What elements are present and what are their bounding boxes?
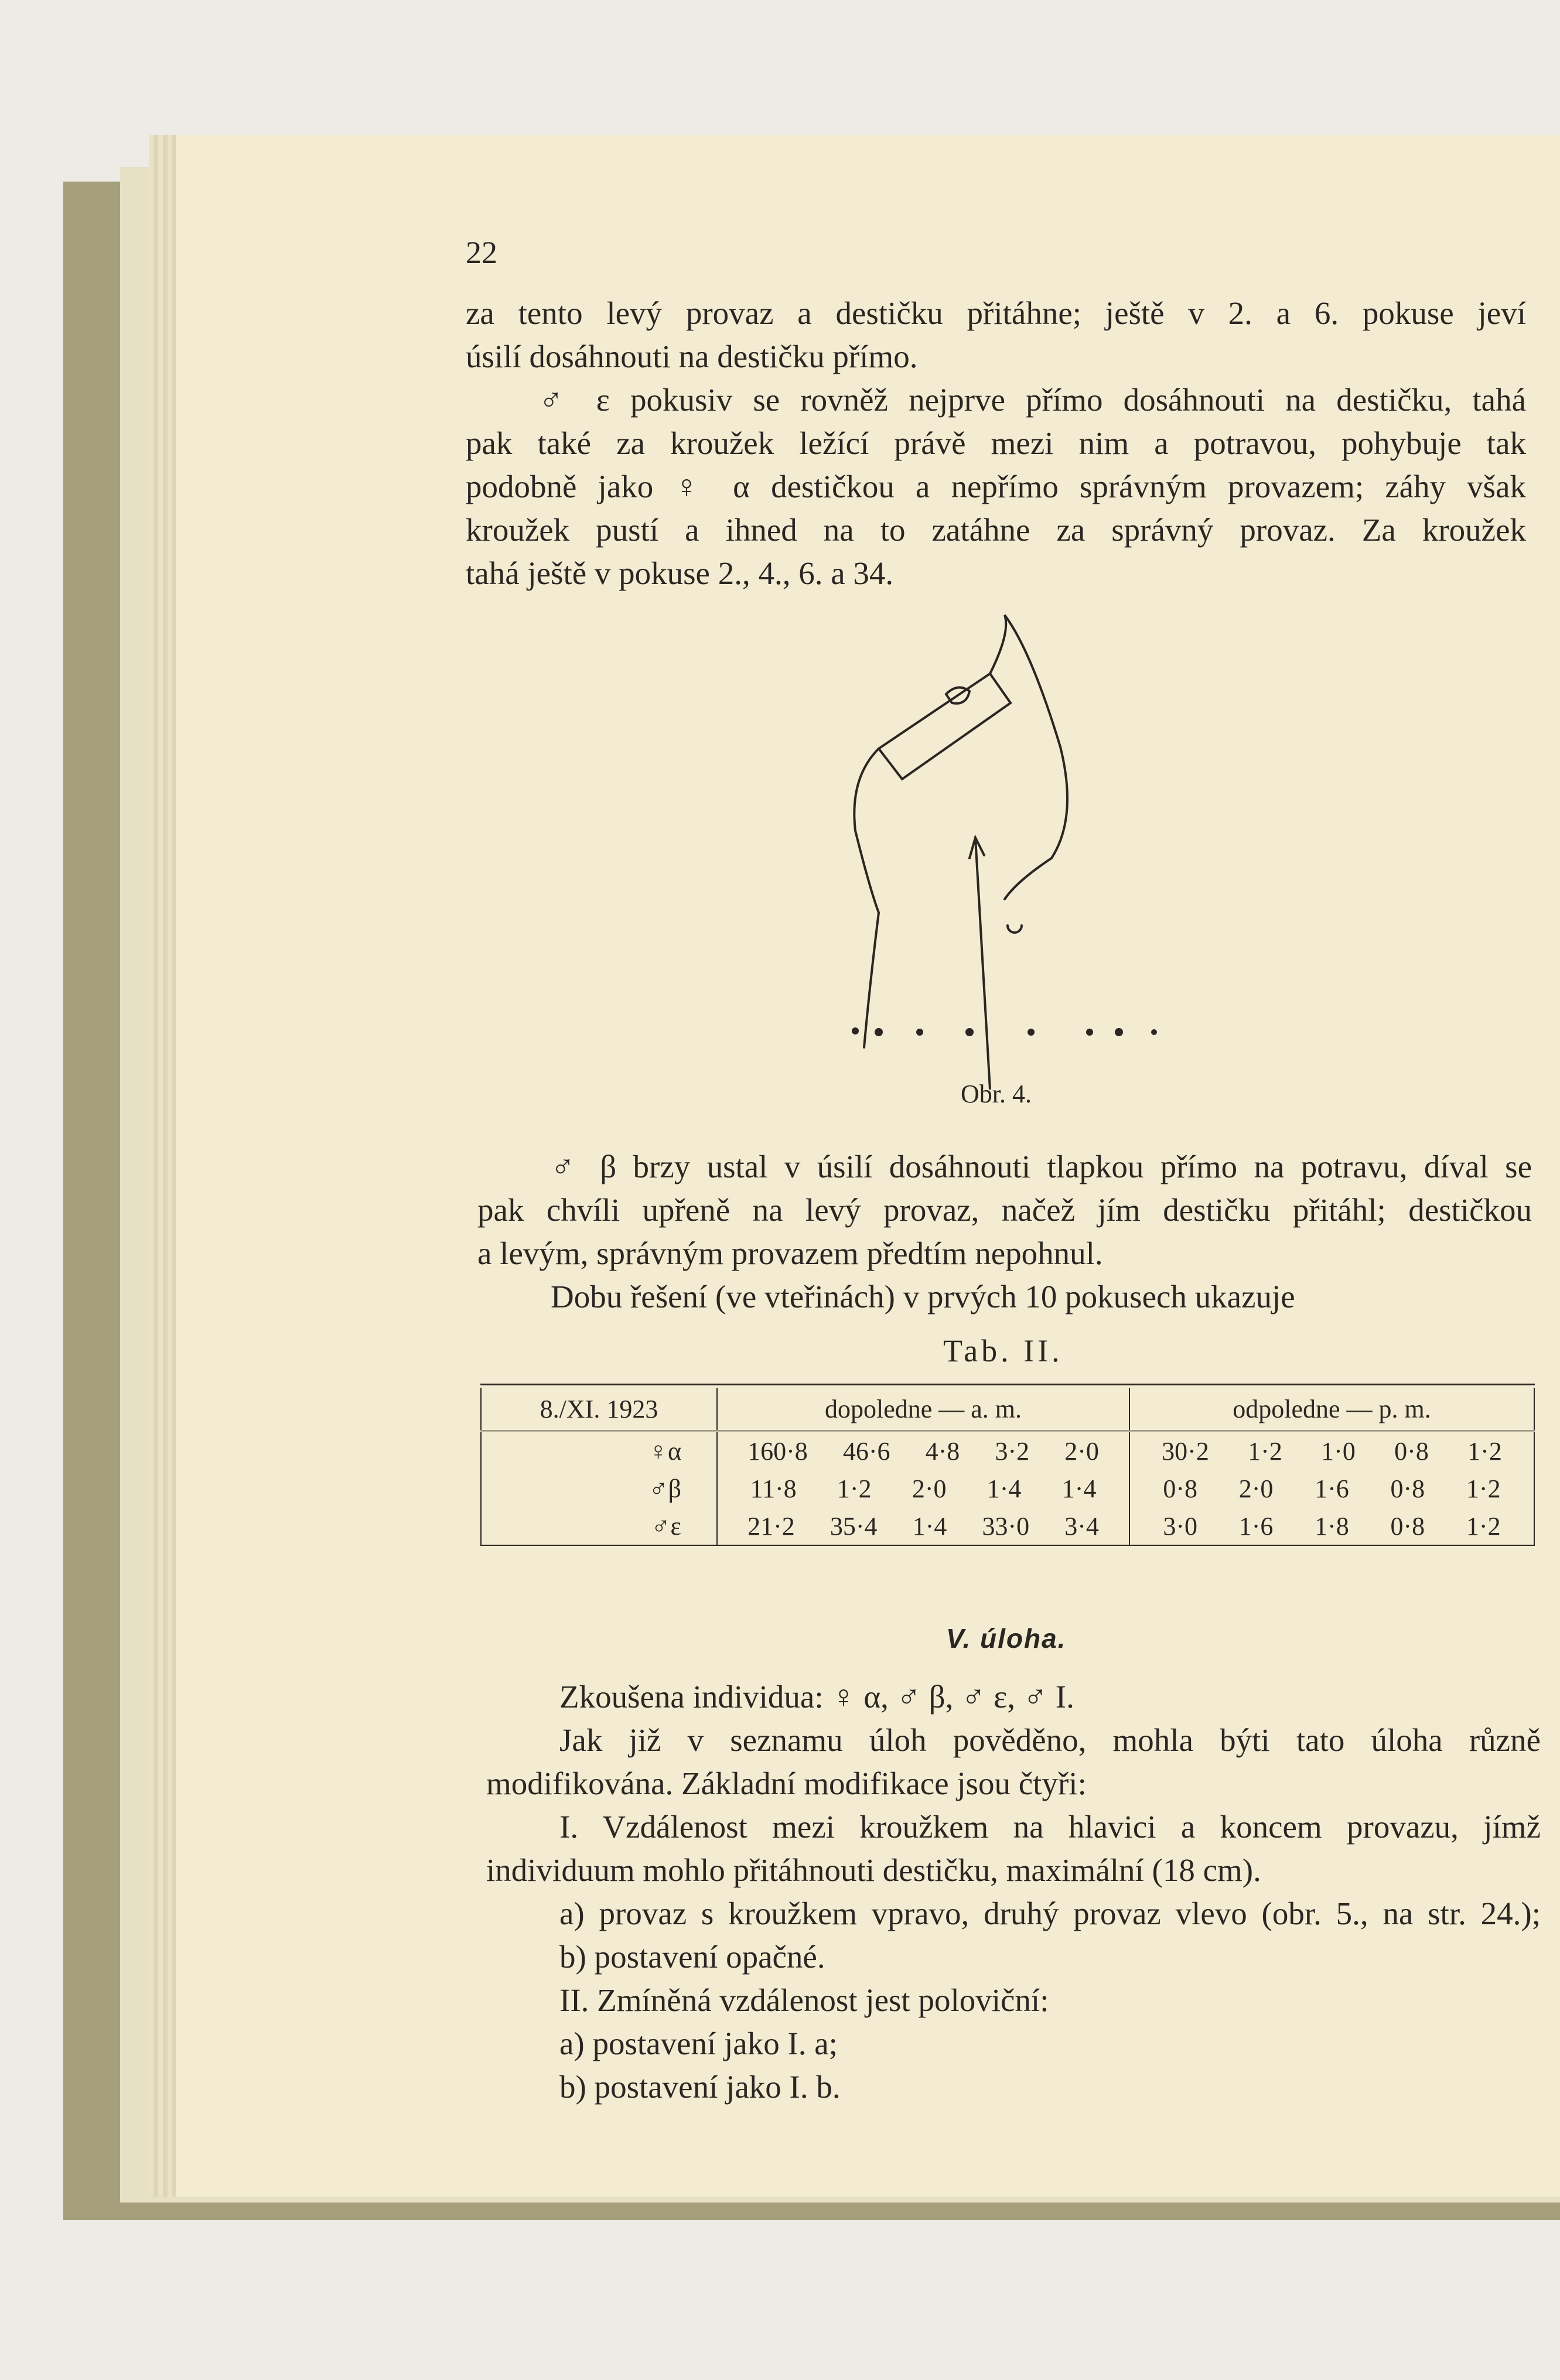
text-line: za tento levý provaz a destičku přitáhne; ještě v 2. a 6. pokuse jeví	[466, 295, 1526, 331]
results-table	[480, 1384, 1535, 1546]
table-cell: 1·2	[1248, 1436, 1282, 1466]
table-cell: 46·6	[842, 1436, 890, 1466]
text-line: a) postavení jako I. a;	[559, 2026, 838, 2061]
top-paragraphs	[466, 292, 1526, 595]
table-cell: 1·2	[1467, 1436, 1502, 1466]
table-cell: 1·8	[1315, 1511, 1349, 1541]
left-rope	[854, 749, 879, 1047]
table-cell: 3·2	[995, 1436, 1030, 1466]
text-line: Jak již v seznamu úloh pověděno, mohla býti tato úloha různě	[559, 1722, 1541, 1758]
header-pm: odpoledne — p. m.	[1129, 1388, 1534, 1431]
table-body	[481, 1431, 1534, 1545]
dot	[1115, 1028, 1123, 1036]
dot	[916, 1029, 923, 1036]
table-cell: 1·2	[837, 1474, 872, 1503]
text-line: I. Vzdálenost mezi kroužkem na hlavici a koncem provazu, jímž	[559, 1809, 1541, 1845]
table-cell: 1·0	[1321, 1436, 1356, 1466]
text-line: pak také za kroužek ležící právě mezi nim a potravou, pohybuje tak	[466, 425, 1526, 461]
table-cell: 1·4	[1061, 1474, 1097, 1503]
table-cell: 1·6	[1238, 1511, 1274, 1541]
cell-group-pm	[1129, 1470, 1534, 1507]
table-row	[481, 1470, 1534, 1507]
table-cell: 3·4	[1064, 1511, 1099, 1541]
dot	[875, 1028, 883, 1036]
dot	[1086, 1029, 1093, 1036]
table-cell: 1·2	[1466, 1511, 1501, 1541]
text-line: a levým, správným provazem předtím nepohnul.	[477, 1235, 1103, 1271]
text-line: modifikována. Základní modifikace jsou čtyři:	[486, 1766, 1087, 1801]
right-rope	[990, 615, 1067, 899]
text-line: b) postavení jako I. b.	[559, 2069, 841, 2105]
text-line: Zkoušena individua: ♀ α, ♂ β, ♂ ε, ♂ I.	[559, 1679, 1074, 1715]
table-cell: 30·2	[1162, 1436, 1209, 1466]
ring-stroke	[1008, 926, 1022, 933]
dot	[1151, 1029, 1157, 1035]
figure-caption: Obr. 4.	[961, 1080, 1032, 1108]
text-line: a) provaz s kroužkem vpravo, druhý provaz vlevo (obr. 5., na str. 24.);	[559, 1896, 1541, 1931]
table-top-rule	[480, 1384, 1535, 1385]
table-title: Tab. II.	[943, 1333, 1063, 1368]
path-diagram-figure	[844, 597, 1183, 1090]
table-row	[481, 1507, 1534, 1545]
table-cell: 33·0	[982, 1511, 1030, 1541]
text-line: podobně jako ♀ α destičkou a nepřímo správným provazem; záhy však	[466, 469, 1526, 504]
table-cell: 1·4	[986, 1474, 1022, 1503]
page-number: 22	[466, 235, 497, 270]
data-table	[480, 1388, 1535, 1546]
dot	[1028, 1029, 1035, 1036]
table-cell: 160·8	[747, 1436, 808, 1466]
table-cell: 3·0	[1163, 1511, 1198, 1541]
text-line: tahá ještě v pokuse 2., 4., 6. a 34.	[466, 555, 894, 591]
dot	[965, 1028, 974, 1036]
text-line: ♂ ε pokusiv se rovněž nejprve přímo dosáhnouti na destičku, tahá	[539, 382, 1526, 418]
table-row	[481, 1431, 1534, 1470]
row-label: ♂β	[481, 1470, 717, 1507]
middle-paragraphs	[477, 1145, 1532, 1319]
table-cell: 0·8	[1163, 1474, 1198, 1503]
table-cell: 0·8	[1390, 1511, 1425, 1541]
text-line: b) postavení opačné.	[559, 1939, 825, 1975]
header-am: dopoledne — a. m.	[717, 1388, 1129, 1431]
table-cell: 1·2	[1466, 1474, 1501, 1503]
centre-arrow	[975, 838, 990, 1090]
text-line: úsilí dosáhnouti na destičku přímo.	[466, 339, 918, 374]
text-line: Dobu řešení (ve vteřinách) v prvých 10 pokusech ukazuje	[551, 1279, 1295, 1314]
dot	[852, 1027, 859, 1034]
row-label: ♀α	[481, 1431, 717, 1470]
cell-group-am	[717, 1431, 1129, 1470]
header-date: 8./XI. 1923	[481, 1388, 717, 1431]
table-cell: 11·8	[750, 1474, 797, 1503]
destick-board	[879, 674, 1011, 779]
table-cell: 0·8	[1394, 1436, 1429, 1466]
text-line: kroužek pustí a ihned na to zatáhne za správný provaz. Za kroužek	[466, 512, 1526, 548]
cell-group-am	[717, 1507, 1129, 1545]
bottom-paragraphs	[486, 1675, 1541, 2109]
table-cell: 21·2	[747, 1511, 795, 1541]
table-cell: 1·4	[912, 1511, 947, 1541]
table-cell: 35·4	[830, 1511, 878, 1541]
cell-group-am	[717, 1470, 1129, 1507]
text-line: individuum mohlo přitáhnouti destičku, maximální (18 cm).	[486, 1852, 1261, 1888]
table-cell: 1·6	[1315, 1474, 1349, 1503]
table-cell: 2·0	[912, 1474, 947, 1503]
text-line: II. Zmíněná vzdálenost jest poloviční:	[559, 1982, 1049, 2018]
table-cell: 2·0	[1064, 1436, 1099, 1466]
text-line: ♂ β brzy ustal v úsilí dosáhnouti tlapkou přímo na potravu, díval se	[551, 1149, 1532, 1184]
table-cell: 4·8	[925, 1436, 960, 1466]
cell-group-pm	[1129, 1431, 1534, 1470]
row-label: ♂ε	[481, 1507, 717, 1545]
cell-group-pm	[1129, 1507, 1534, 1545]
section-heading: V. úloha.	[946, 1623, 1067, 1654]
table-cell: 2·0	[1238, 1474, 1274, 1503]
text-line: pak chvíli upřeně na levý provaz, načež jím destičku přitáhl; destičkou	[477, 1192, 1532, 1228]
table-cell: 0·8	[1390, 1474, 1425, 1503]
